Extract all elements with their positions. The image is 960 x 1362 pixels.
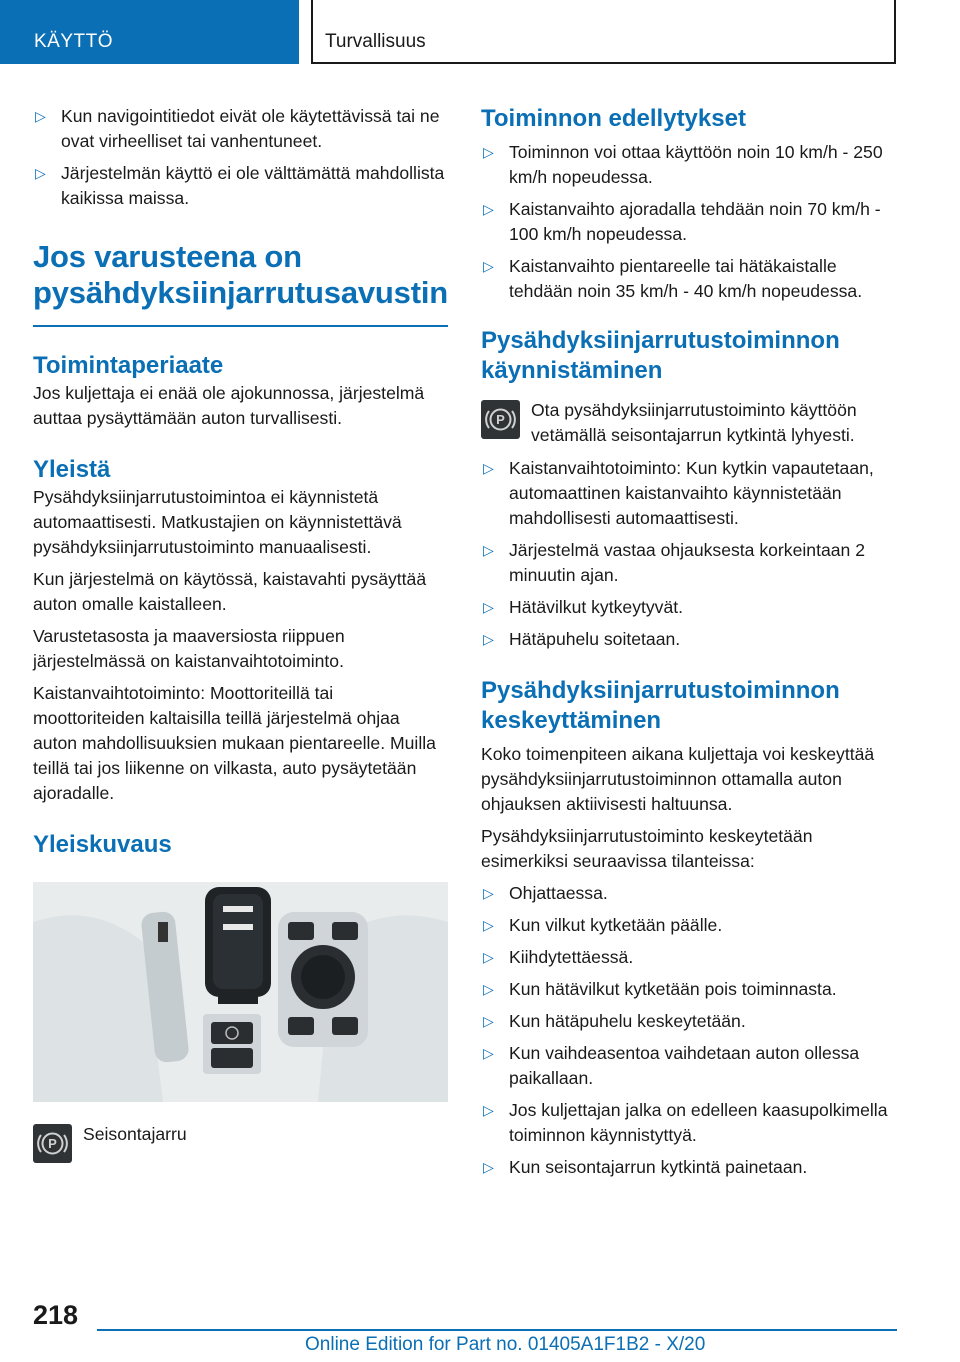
triangle-bullet-icon: ▷ [483, 1159, 494, 1175]
triangle-bullet-icon: ▷ [483, 599, 494, 615]
list-item-text: Kun hätävilkut kytketään pois toiminnasta. [509, 979, 837, 999]
list-item-text: Ohjattaessa. [509, 883, 608, 903]
triangle-bullet-icon: ▷ [35, 165, 46, 181]
triangle-bullet-icon: ▷ [483, 981, 494, 997]
list-item-text: Jos kuljettajan jalka on edelleen kaasupolkimella toiminnon käynnistyttyä. [509, 1100, 888, 1145]
triangle-bullet-icon: ▷ [483, 542, 494, 558]
list-item [481, 881, 897, 906]
list-item-text: Kaistanvaihto ajoradalla tehdään noin 70 km/h - 100 km/h nopeudessa. [509, 199, 881, 244]
list-item-text: Järjestelmä vastaa ohjauksesta korkeintaan 2 minuutin ajan. [509, 540, 865, 585]
general-heading: Yleistä [33, 455, 111, 483]
list-item [481, 945, 897, 970]
triangle-bullet-icon: ▷ [483, 144, 494, 160]
svg-text:P: P [496, 412, 505, 427]
chapter-tab: Turvallisuus [311, 0, 896, 64]
list-item-text: Hätävilkut kytkeytyvät. [509, 597, 684, 617]
list-item [481, 1098, 897, 1148]
list-item [481, 977, 897, 1002]
left-column [33, 104, 448, 1170]
list-item-text: Kun navigointitiedot eivät ole käytettävissä tai ne ovat virheelliset tai vanhentuneet. [61, 106, 440, 151]
parking-brake-icon [481, 400, 520, 439]
triangle-bullet-icon: ▷ [483, 258, 494, 274]
triangle-bullet-icon: ▷ [483, 885, 494, 901]
svg-text:P: P [48, 1135, 57, 1151]
list-item [481, 456, 897, 531]
section-tab: KÄYTTÖ [0, 0, 299, 64]
principle-text: Jos kuljettaja ei enää ole ajokunnossa, järjestelmä auttaa pysäyttämään auton turvallisesti. [33, 382, 425, 428]
triangle-bullet-icon: ▷ [483, 1013, 494, 1029]
page-number: 218 [33, 1300, 79, 1330]
list-item [481, 627, 897, 652]
list-item-text: Kun hätäpuhelu keskeytetään. [509, 1011, 746, 1031]
list-item-text: Toiminnon voi ottaa käyttöön noin 10 km/h - 250 km/h nopeudessa. [509, 142, 883, 187]
start-heading: Pysähdyksiinjarrutustoiminnon käynnistäminen [481, 327, 840, 384]
list-item [33, 104, 448, 154]
stop-paragraph-1: Koko toimenpiteen aikana kuljettaja voi keskeyttää pysähdyksiinjarrutustoiminnon ottamalla auton ohjauksen aktiivisesti haltuunsa. [481, 744, 875, 814]
triangle-bullet-icon: ▷ [483, 1102, 494, 1118]
triangle-bullet-icon: ▷ [483, 201, 494, 217]
requirements-heading: Toiminnon edellytykset [481, 105, 746, 132]
list-item-text: Järjestelmän käyttö ei ole välttämättä mahdollista kaikissa maissa. [61, 163, 445, 208]
list-item-text: Kun seisontajarrun kytkintä painetaan. [509, 1157, 808, 1177]
stop-paragraph-2: Pysähdyksiinjarrutustoiminto keskeytetään esimerkiksi seuraavissa tilanteissa: [481, 826, 813, 871]
list-item [481, 913, 897, 938]
list-item [481, 1041, 897, 1091]
list-item [33, 161, 448, 211]
list-item [481, 1155, 897, 1180]
caption-row [33, 1122, 448, 1162]
list-item [481, 254, 897, 304]
center-console-illustration [33, 882, 448, 1102]
list-item [481, 1009, 897, 1034]
figure-caption: Seisontajarru [83, 1123, 187, 1144]
triangle-bullet-icon: ▷ [483, 949, 494, 965]
triangle-bullet-icon: ▷ [483, 460, 494, 476]
list-item [481, 538, 897, 588]
list-item [481, 197, 897, 247]
start-icon-row [481, 398, 897, 448]
main-heading: Jos varusteena on pysähdyksiinjarrutusavustin [33, 239, 448, 310]
general-paragraph-1: Pysähdyksiinjarrutustoimintoa ei käynnistetä automaattisesti. Matkustajien on käynnistettävä pysähdyksiinjarrutustoiminto manuaalisesti. [33, 486, 402, 557]
list-item-text: Kaistanvaihtotoiminto: Kun kytkin vapautetaan, automaattinen kaistanvaihto käynnistetään mahdollisesti automaattisesti. [509, 458, 874, 528]
list-item-text: Hätäpuhelu soitetaan. [509, 629, 681, 649]
general-paragraph-2: Kun järjestelmä on käytössä, kaistavahti pysäyttää auton omalle kaistalleen. [33, 568, 427, 614]
triangle-bullet-icon: ▷ [483, 1045, 494, 1061]
start-instruction: Ota pysähdyksiinjarrutustoiminto käyttöön vetämällä seisontajarrun kytkintä lyhyesti. [531, 400, 857, 445]
parking-brake-icon [33, 1124, 72, 1163]
principle-heading: Toimintaperiaate [33, 351, 224, 379]
triangle-bullet-icon: ▷ [483, 917, 494, 933]
general-paragraph-4: Kaistanvaihtotoiminto: Moottoriteillä tai moottoriteiden kaltaisilla teillä järjestelmä ohjaa auton mahdollisuuksien mukaan pientareelle. Muilla teillä tai jos liikenne on vilkasta, auto pysäytetään ajoradalle. [33, 682, 436, 803]
heading-divider [33, 325, 448, 327]
footer-divider [97, 1329, 897, 1331]
overview-heading: Yleiskuvaus [33, 830, 172, 858]
list-item-text: Kun vaihdeasentoa vaihdetaan auton ollessa paikallaan. [509, 1043, 860, 1088]
list-item-text: Kiihdytettäessä. [509, 947, 634, 967]
footer-edition-text: Online Edition for Part no. 01405A1F1B2 - X/20 [305, 1334, 706, 1355]
list-item-text: Kun vilkut kytketään päälle. [509, 915, 723, 935]
right-column [481, 104, 897, 1187]
general-paragraph-3: Varustetasosta ja maaversiosta riippuen järjestelmässä on kaistanvaihtotoiminto. [33, 625, 345, 671]
list-item [481, 595, 897, 620]
center-console-image [33, 882, 448, 1102]
stop-heading: Pysähdyksiinjarrutustoiminnon keskeyttäminen [481, 677, 840, 734]
triangle-bullet-icon: ▷ [483, 631, 494, 647]
list-item [481, 140, 897, 190]
triangle-bullet-icon: ▷ [35, 108, 46, 124]
list-item-text: Kaistanvaihto pientareelle tai hätäkaistalle tehdään noin 35 km/h - 40 km/h nopeudessa. [509, 256, 863, 301]
